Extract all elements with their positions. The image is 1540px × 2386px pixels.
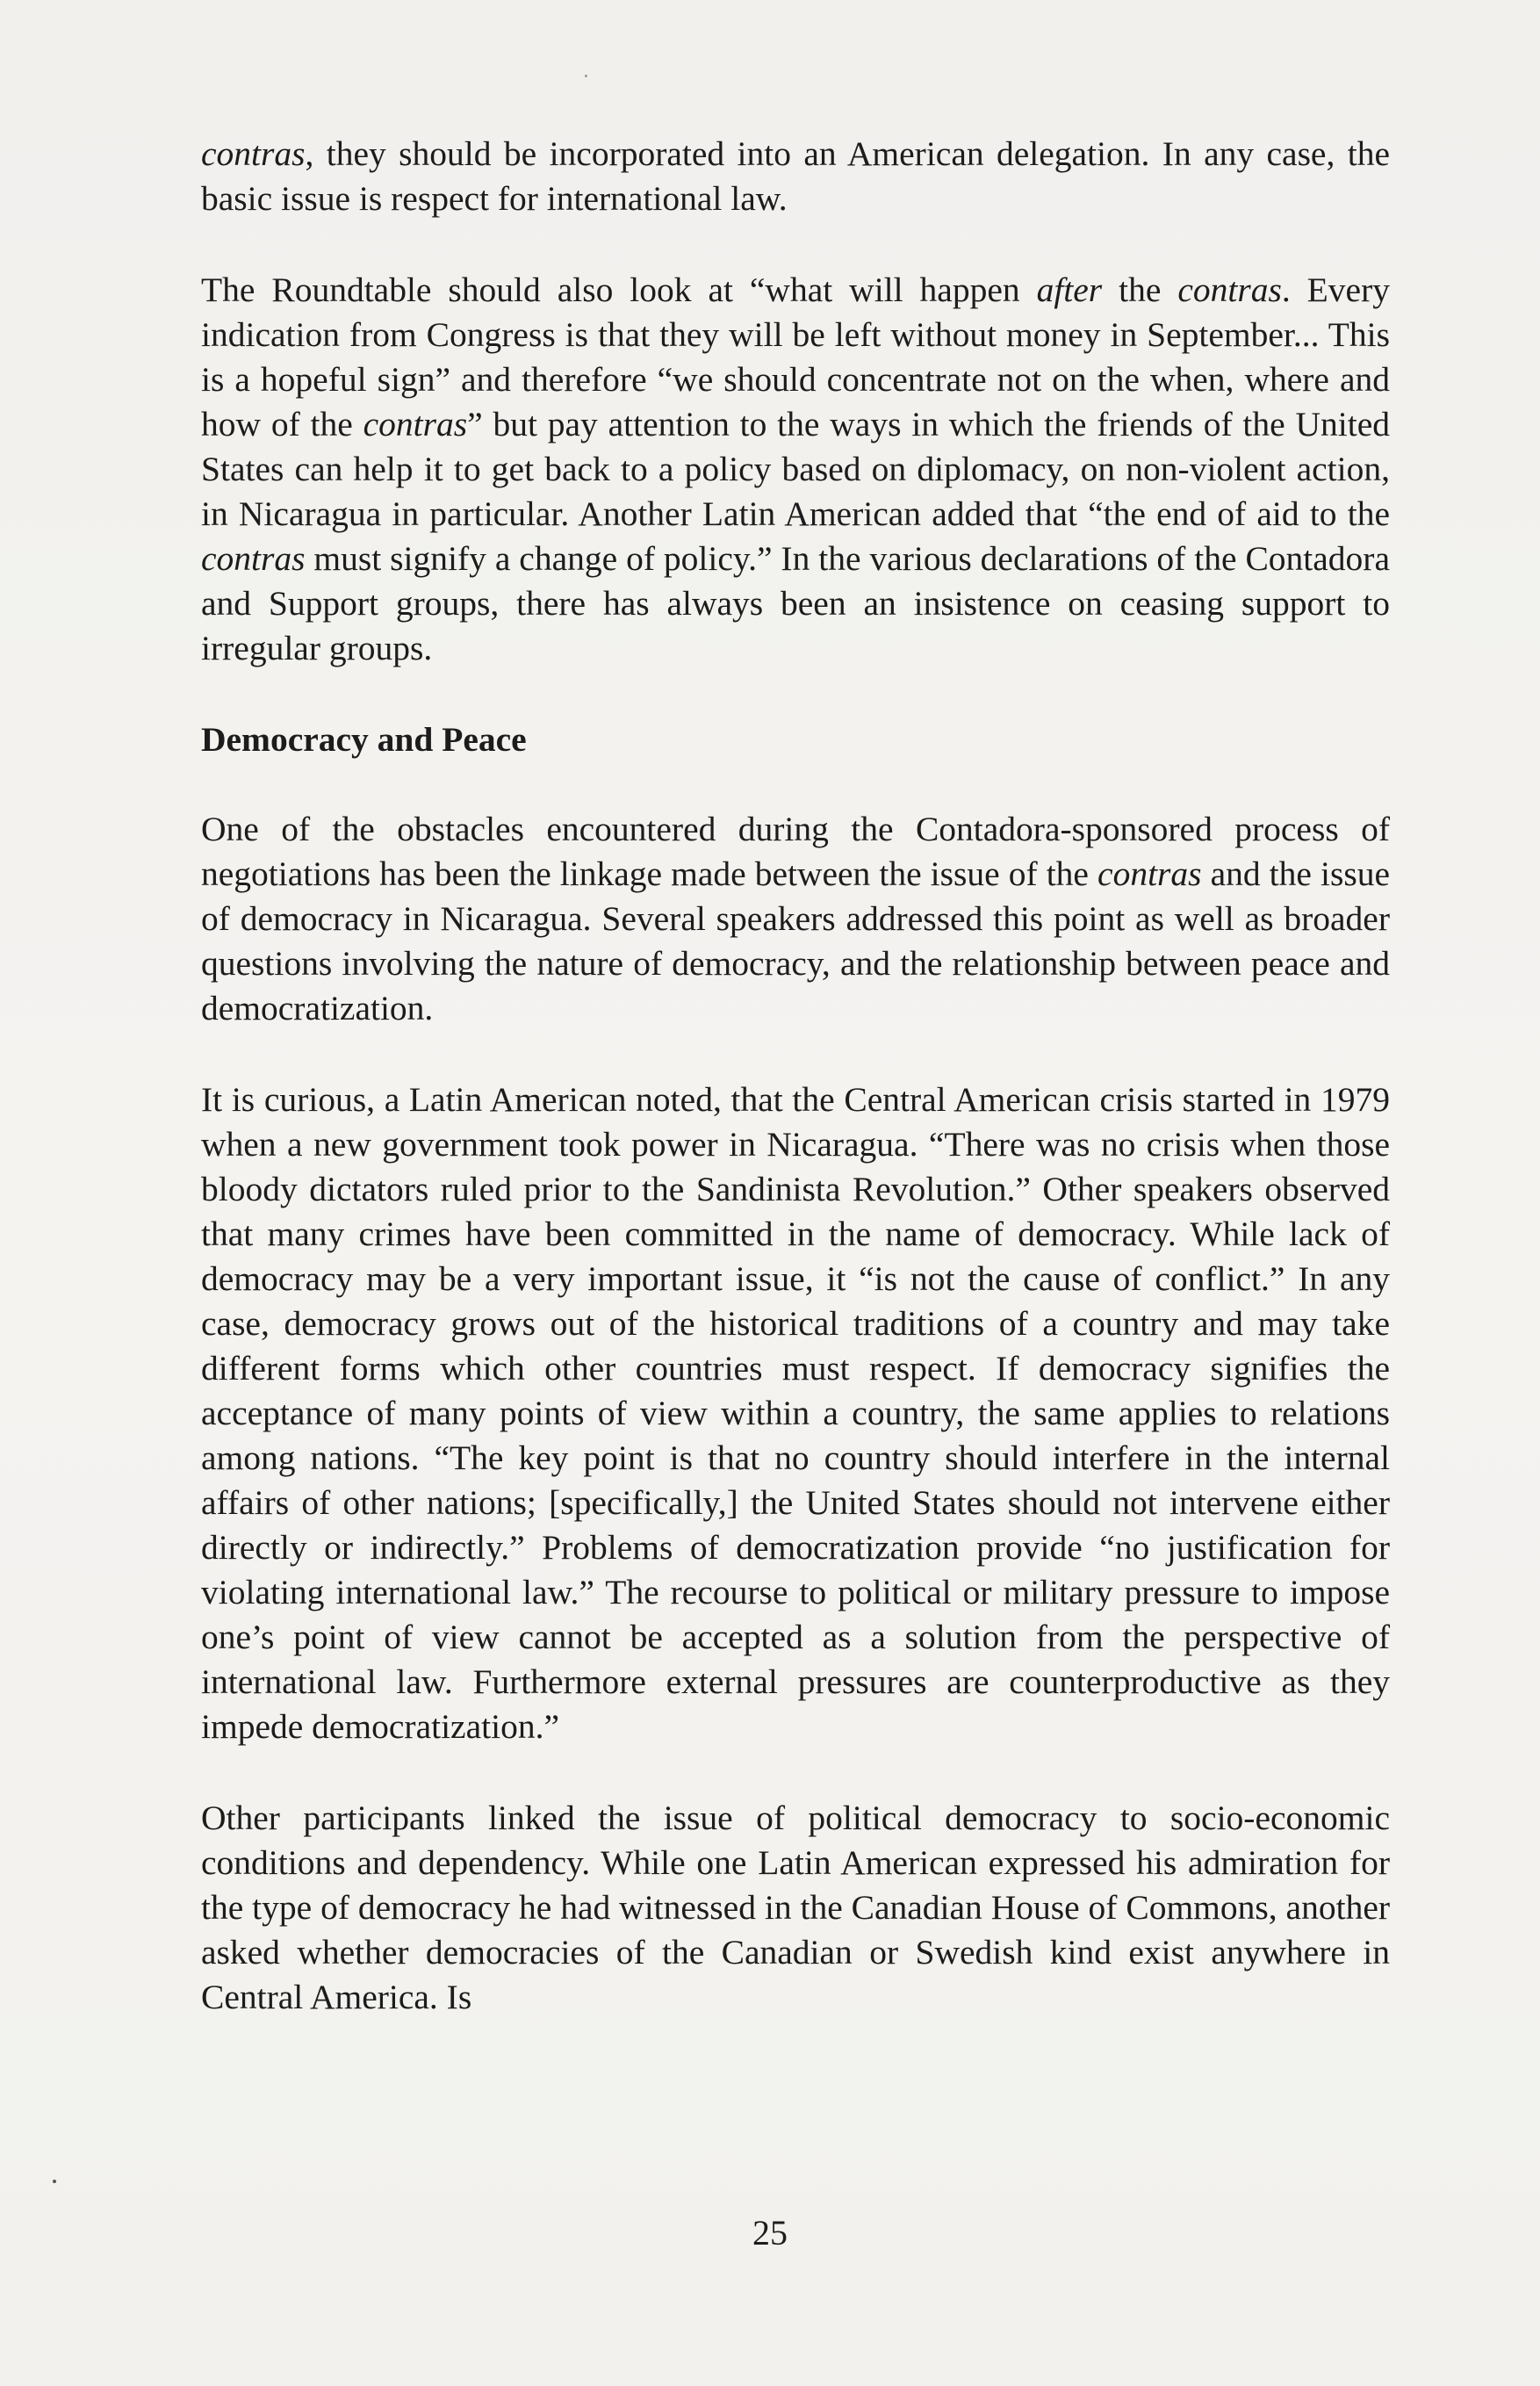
text-run: and the issue of democracy in Nicaragua. Several speakers addressed this point as well as broader questions involving the nature of democracy, and the relationship between peace and democratization. [201, 854, 1390, 1027]
page-body [201, 132, 1390, 2066]
paragraph [201, 132, 1390, 221]
text-run: . Every indication from Congress is that they will be left without money in September... This is a hopeful sign” and therefore “we should concentrate not on the when, where and how of the [201, 270, 1390, 443]
italic-text: contras [201, 134, 306, 173]
section-intro [201, 132, 1390, 671]
page-number: 25 [752, 2213, 788, 2253]
text-run: the [1102, 270, 1178, 309]
italic-text: after [1036, 270, 1103, 309]
italic-text: contras [363, 405, 468, 443]
text-run: The Roundtable should also look at “what will happen [201, 270, 1037, 309]
text-run: One of the obstacles encountered during the Contadora-sponsored process of negotiations has been the linkage made between the issue of the [201, 810, 1390, 893]
italic-text: contras [1097, 854, 1202, 893]
text-run: must signify a change of policy.” In the various declarations of the Contadora and Support groups, there has always been an insistence on ceasing support to irregular groups. [201, 539, 1390, 667]
italic-text: contras [201, 539, 306, 578]
paragraph [201, 807, 1390, 1031]
text-run: ” but pay attention to the ways in which the friends of the United States can help it to get back to a policy based on diplomacy, on non-violent action, in Nicaragua in particular. Another Latin American added that “the end of aid to the [201, 405, 1391, 533]
text-run: Other participants linked the issue of political democracy to socio-economic conditions and dependency. While one Latin American expressed his admiration for the type of democracy he had witnessed in the Canadian House of Commons, another asked whether democracies of the Canadian or Swedish kind exist anywhere in Central America. Is [201, 1799, 1390, 2016]
paragraph [201, 1796, 1390, 2020]
section-heading: Democracy and Peace [201, 720, 527, 759]
italic-text: contras [1177, 270, 1282, 309]
section-democracy-and-peace [201, 807, 1390, 2020]
scan-speck [585, 75, 587, 77]
paragraph [201, 268, 1390, 671]
text-run: , they should be incorporated into an American delegation. In any case, the basic issue is respect for international law. [201, 134, 1390, 218]
text-run: It is curious, a Latin American noted, that the Central American crisis started in 1979 when a new government took power in Nicaragua. “There was no crisis when those bloody dictators ruled prior to the Sandinista Revolution.” Other speakers observed that many crimes have been committed in the name of democracy. While lack of democracy may be a very important issue, it “is not the cause of conflict.” In any case, democracy grows out of the historical traditions of a country and may take different forms which other countries must respect. If democracy signifies the acceptance of many points of view within a country, the same applies to relations among nations. “The key point is that no country should interfere in the internal affairs of other nations; [specifically,] the United States should not intervene either directly or indirectly.” Problems of democratization provide “no justification for violating international law.” The recourse to political or military pressure to impose one’s point of view cannot be accepted as a solution from the perspective of international law. Furthermore external pressures are counterproductive as they impede democratization.” [201, 1080, 1390, 1746]
paragraph [201, 1078, 1390, 1749]
scan-speck [53, 2180, 56, 2183]
